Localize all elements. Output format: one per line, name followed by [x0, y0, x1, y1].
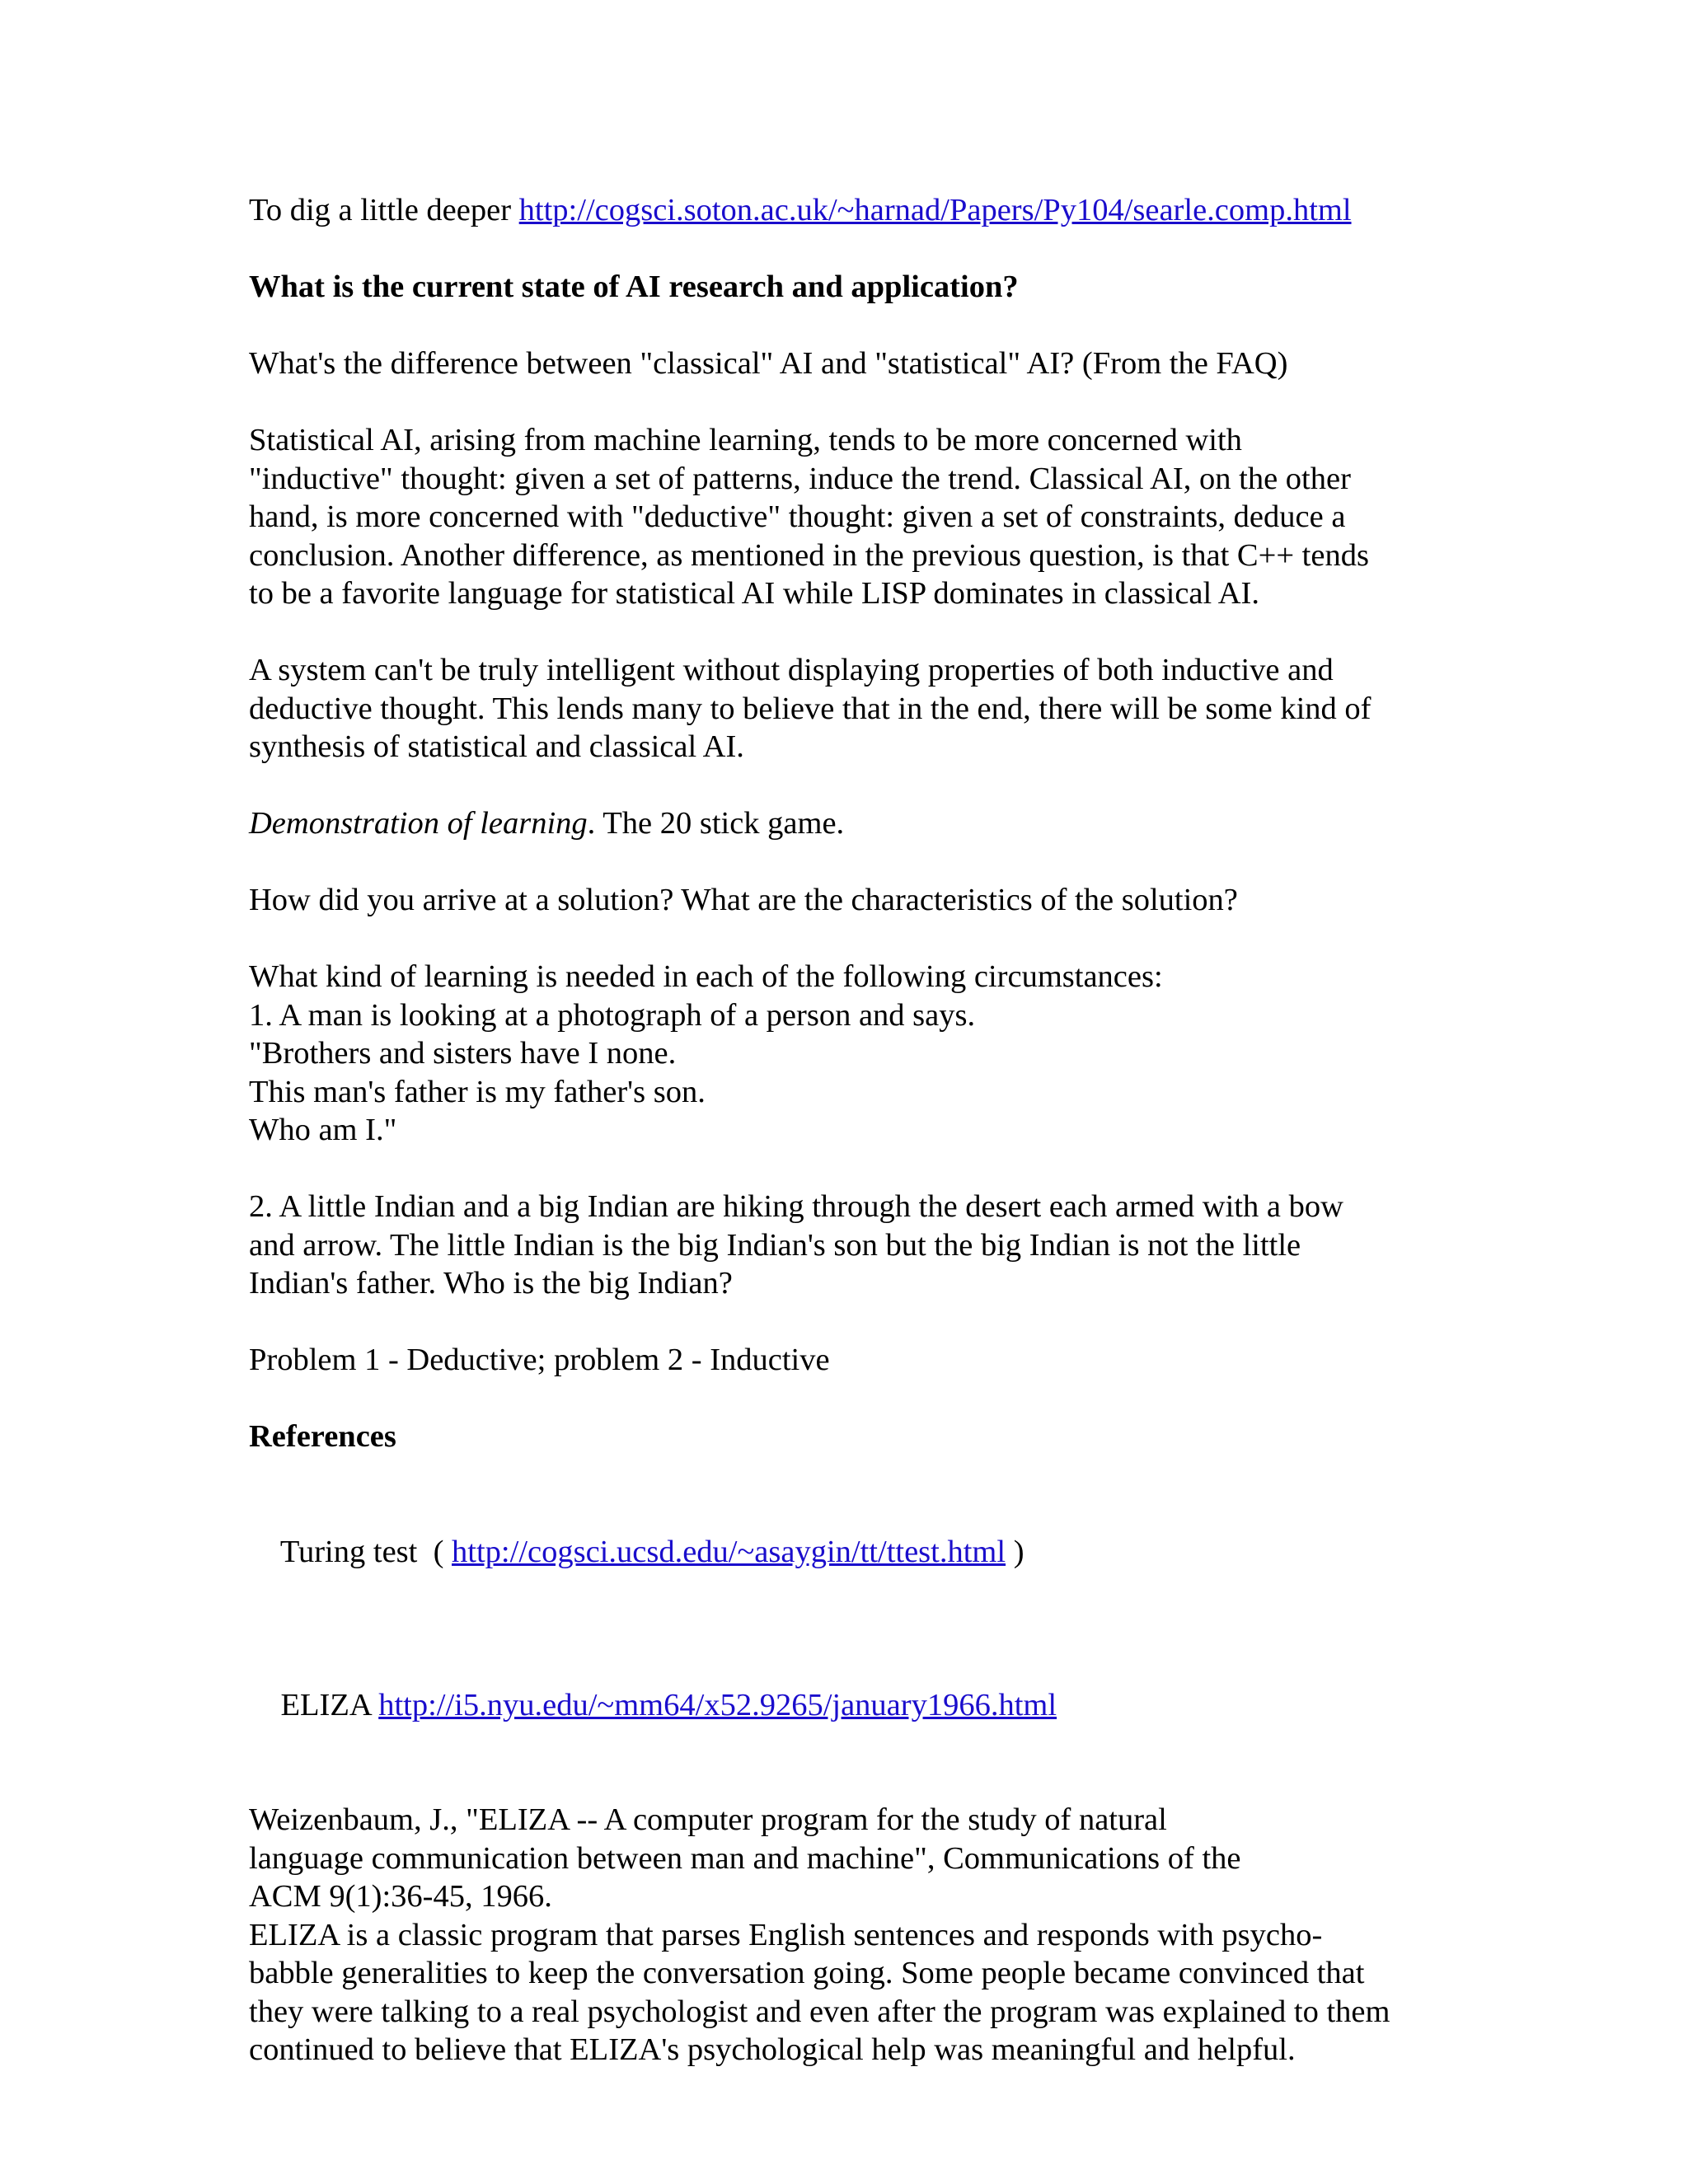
eliza-link[interactable]: http://i5.nyu.edu/~mm64/x52.9265/january1966.html [378, 1687, 1057, 1722]
intro-paragraph [249, 191, 1469, 230]
text-line: deductive thought. This lends many to believe that in the end, there will be some kind of [249, 691, 1372, 726]
eliza-reference [249, 1647, 1469, 1763]
demonstration-title: Demonstration of learning [249, 806, 588, 841]
demonstration-text: . The 20 stick game. [587, 806, 845, 841]
text-line: 1. A man is looking at a photograph of a person and says. [249, 997, 976, 1033]
turing-reference [249, 1494, 1469, 1610]
intro-text: To dig a little deeper [249, 193, 519, 227]
text-line: ELIZA is a classic program that parses English sentences and responds with psycho- [249, 1917, 1323, 1952]
text-line: Weizenbaum, J., "ELIZA -- A computer program for the study of natural [249, 1802, 1167, 1837]
weizenbaum-paragraph [249, 1801, 1469, 2069]
difference-question: What's the difference between "classical" AI and "statistical" AI? (From the FAQ) [249, 346, 1288, 381]
text-line: babble generalities to keep the conversation going. Some people became convinced that [249, 1956, 1365, 1990]
searle-link[interactable]: http://cogsci.soton.ac.uk/~harnad/Papers/Py104/searle.comp.html [518, 193, 1352, 227]
text-line: to be a favorite language for statistical AI while LISP dominates in classical AI. [249, 576, 1259, 611]
statistical-ai-paragraph [249, 421, 1469, 613]
heading-references: References [249, 1419, 396, 1454]
text-line: Statistical AI, arising from machine learning, tends to be more concerned with [249, 423, 1242, 457]
problem-answer: Problem 1 - Deductive; problem 2 - Inductive [249, 1343, 830, 1377]
demonstration-paragraph [249, 804, 1469, 843]
learning-circumstances-block [249, 958, 1469, 1150]
turing-link[interactable]: http://cogsci.ucsd.edu/~asaygin/tt/ttest.html [452, 1534, 1006, 1569]
document-page [249, 191, 1469, 2107]
eliza-prefix: ELIZA [280, 1687, 379, 1722]
text-line: A system can't be truly intelligent without displaying properties of both inductive and [249, 653, 1334, 687]
text-line: Indian's father. Who is the big Indian? [249, 1266, 733, 1301]
text-line: 2. A little Indian and a big Indian are hiking through the desert each armed with a bow [249, 1189, 1343, 1224]
turing-prefix: Turing test ( [279, 1534, 452, 1569]
text-line: synthesis of statistical and classical AI. [249, 729, 744, 764]
text-line: hand, is more concerned with "deductive" thought: given a set of constraints, deduce a [249, 499, 1346, 534]
text-line: ACM 9(1):36-45, 1966. [249, 1879, 552, 1914]
text-line: Who am I." [249, 1113, 397, 1147]
indian-riddle-paragraph [249, 1188, 1469, 1303]
solution-question: How did you arrive at a solution? What are the characteristics of the solution? [249, 883, 1238, 917]
text-line: they were talking to a real psychologist and even after the program was explained to them [249, 1994, 1390, 2029]
text-line: This man's father is my father's son. [249, 1074, 706, 1109]
intelligent-system-paragraph [249, 651, 1469, 766]
text-line: language communication between man and machine", Communications of the [249, 1840, 1241, 1876]
text-line: conclusion. Another difference, as mentioned in the previous question, is that C++ tends [249, 537, 1369, 573]
turing-suffix: ) [1006, 1534, 1025, 1569]
text-line: What kind of learning is needed in each of the following circumstances: [249, 959, 1163, 994]
text-line: "Brothers and sisters have I none. [249, 1036, 677, 1071]
text-line: "inductive" thought: given a set of patterns, induce the trend. Classical AI, on the other [249, 461, 1351, 496]
text-line: continued to believe that ELIZA's psychological help was meaningful and helpful. [249, 2032, 1296, 2067]
heading-current-state: What is the current state of AI research and application? [249, 269, 1019, 304]
text-line: and arrow. The little Indian is the big Indian's son but the big Indian is not the little [249, 1227, 1301, 1263]
